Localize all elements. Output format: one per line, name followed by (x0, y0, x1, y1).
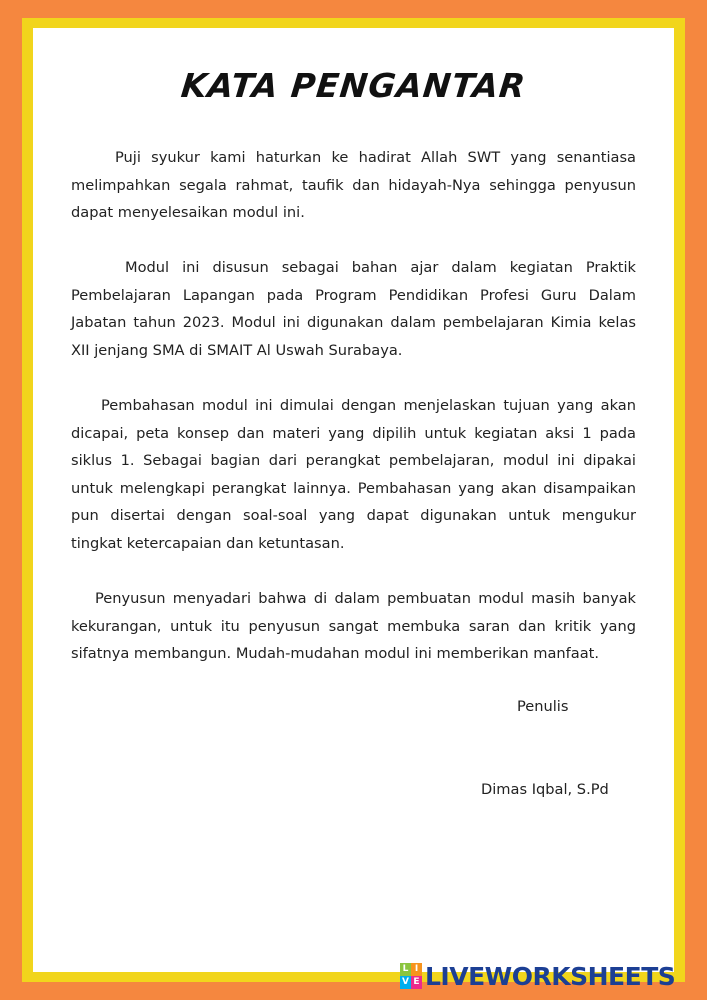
document-page (33, 28, 674, 972)
signature-label: Penulis (517, 698, 569, 715)
logo-letter: V (400, 976, 411, 989)
paragraph-1: Puji syukur kami haturkan ke hadirat Allah SWT yang senantiasa melimpahkan segala rahmat, taufik dan hidayah-Nya sehingga penyusun dapat menyelesaikan modul ini. (71, 149, 636, 221)
watermark-text: LIVEWORKSHEETS (425, 961, 676, 991)
liveworksheets-watermark[interactable] (400, 961, 675, 991)
paragraph-3: Pembahasan modul ini dimulai dengan menjelaskan tujuan yang akan dicapai, peta konsep dan materi yang dipilih untuk kegiatan aksi 1 pada siklus 1. Sebagai bagian dari perangkat pembelajaran, modul ini dipakai untuk melengkapi perangkat lainnya. Pembahasan yang akan disampaikan pun disertai dengan soal-soal yang dapat digunakan untuk mengukur tingkat ketercapaian dan ketuntasan. (71, 397, 636, 552)
page-title: KATA PENGANTAR (179, 66, 528, 105)
logo-letter: L (400, 963, 411, 976)
paragraph-2: Modul ini disusun sebagai bahan ajar dalam kegiatan Praktik Pembelajaran Lapangan pada Program Pendidikan Profesi Guru Dalam Jabatan tahun 2023. Modul ini digunakan dalam pembelajaran Kimia kelas XII jenjang SMA di SMAIT Al Uswah Surabaya. (71, 259, 636, 359)
logo-letter: I (411, 963, 422, 976)
paragraph-4: Penyusun menyadari bahwa di dalam pembuatan modul masih banyak kekurangan, untuk itu penyusun sangat membuka saran dan kritik yang sifatnya membangun. Mudah-mudahan modul ini memberikan manfaat. (71, 590, 636, 662)
logo-letter: E (411, 976, 422, 989)
liveworksheets-logo-icon (400, 963, 422, 989)
signature-name: Dimas Iqbal, S.Pd (481, 781, 609, 798)
